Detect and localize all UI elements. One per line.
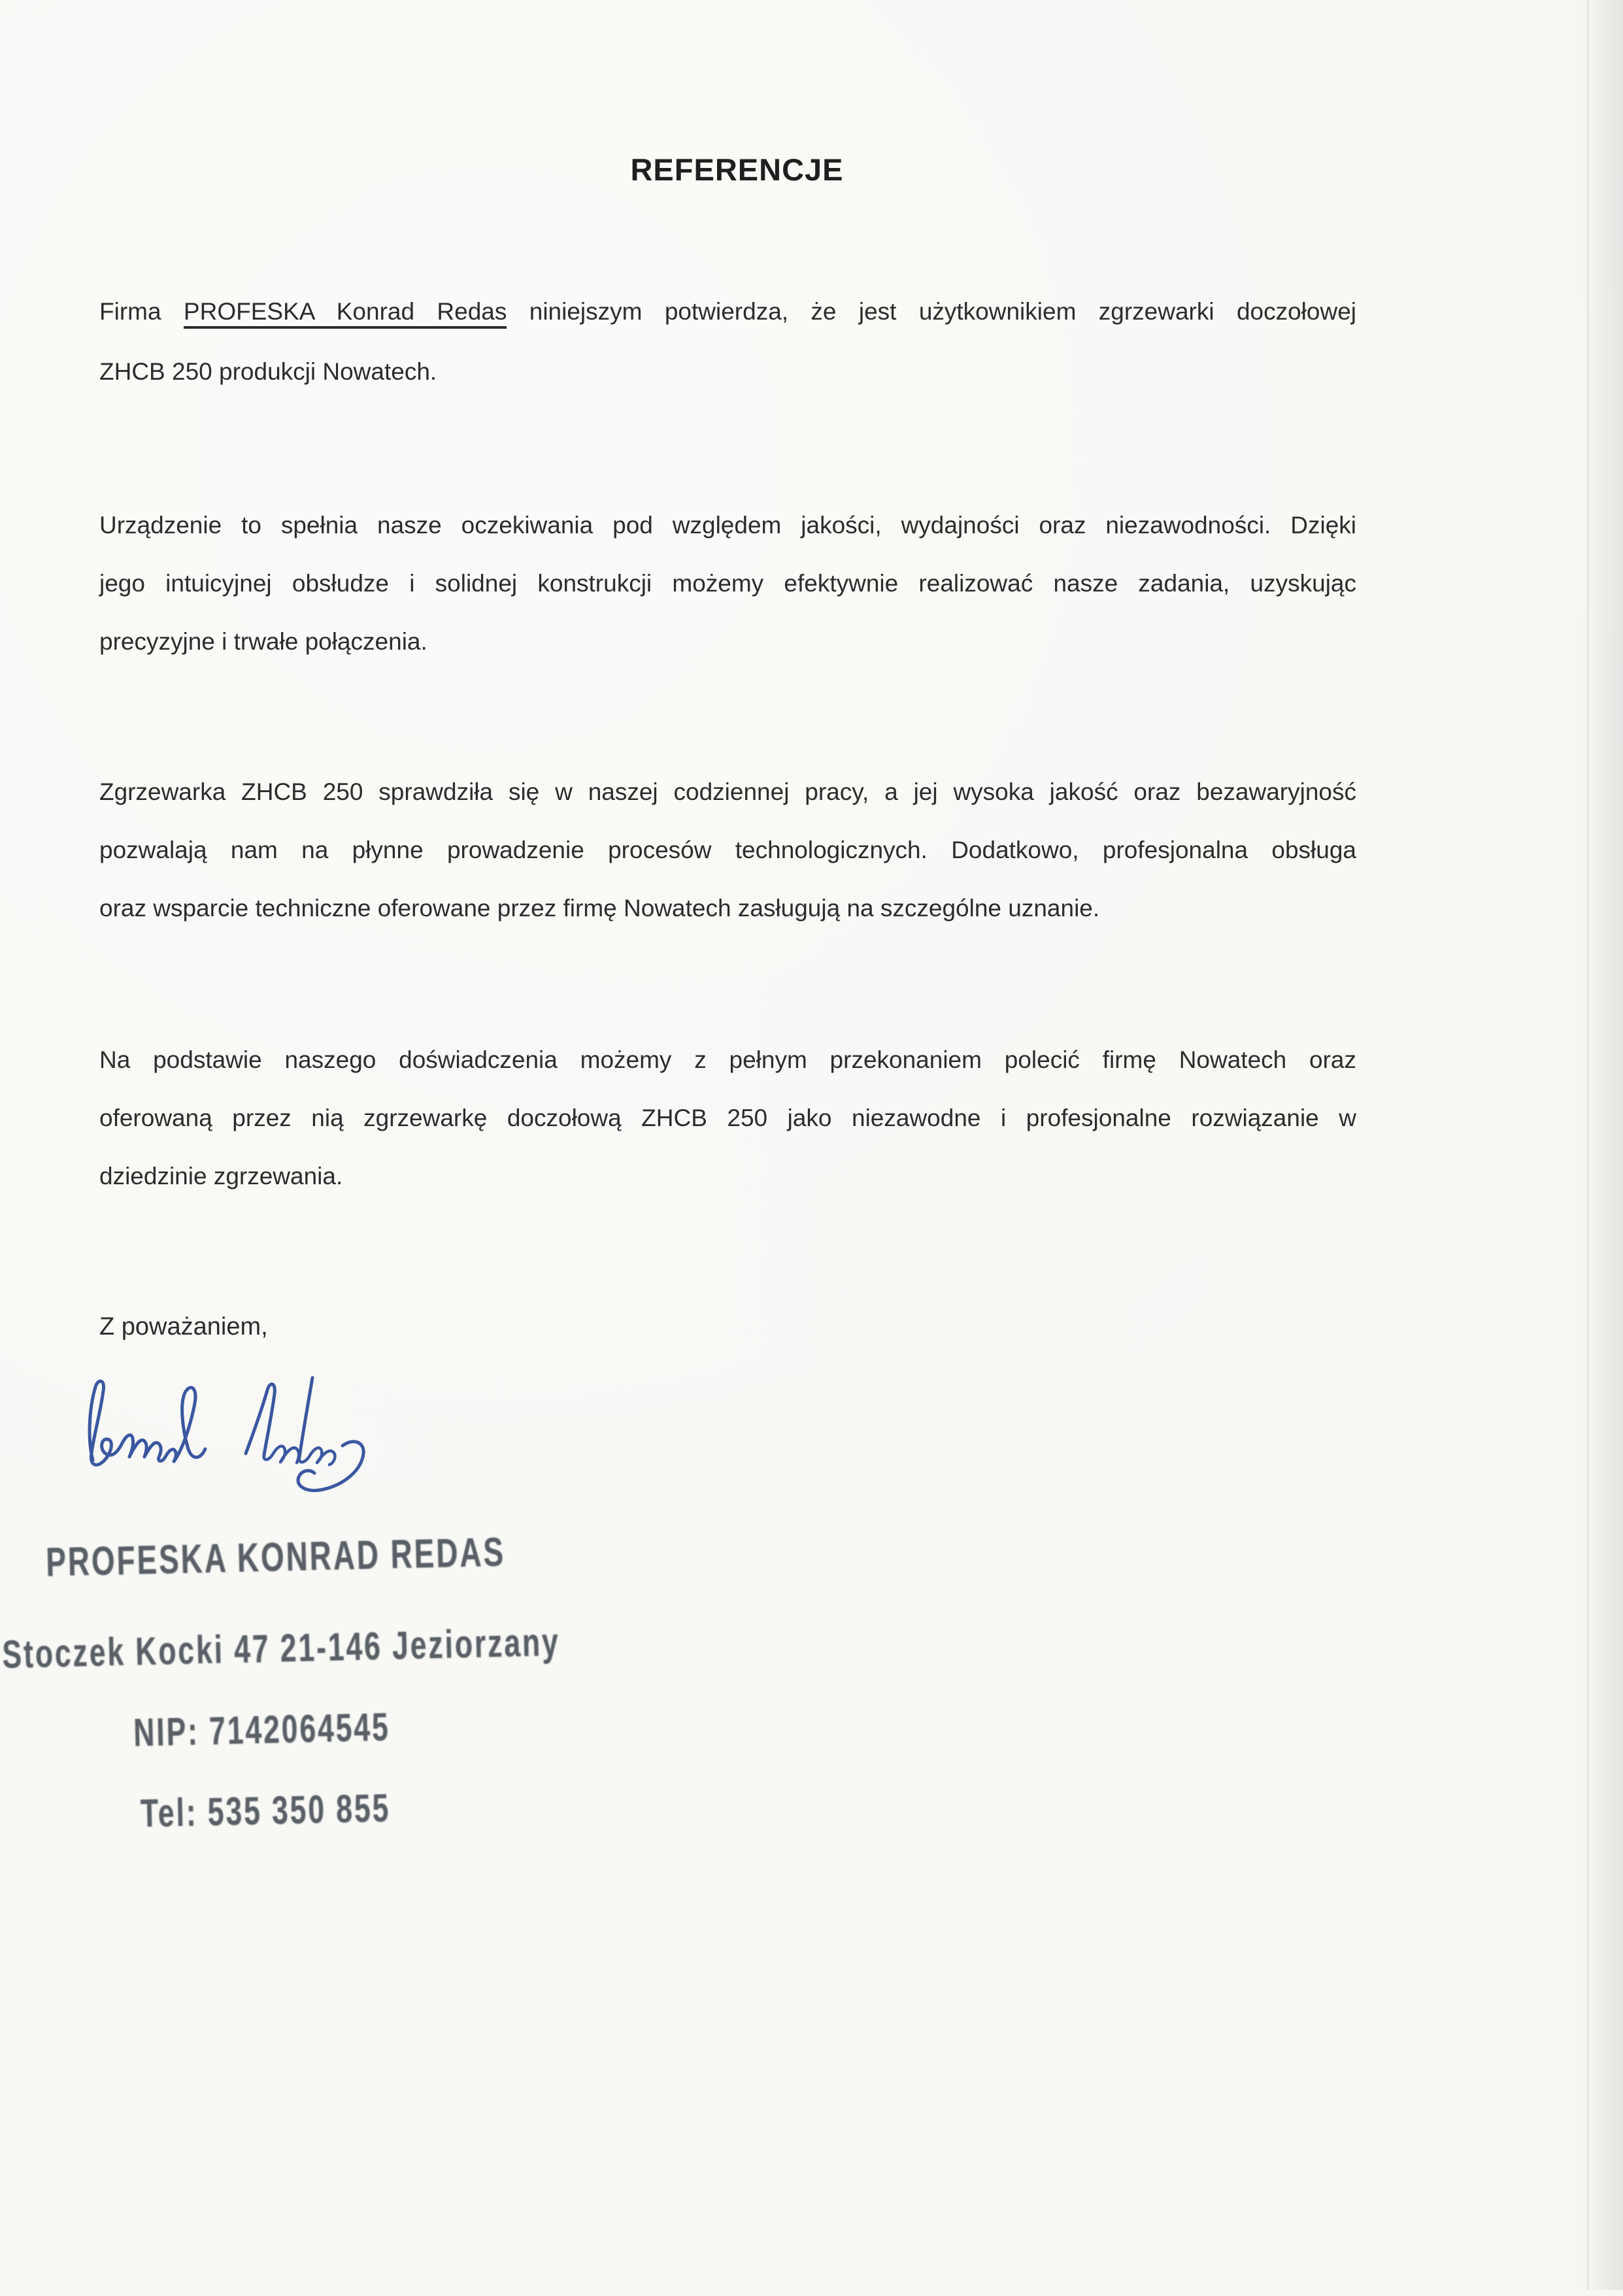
intro-prefix-text: Firma	[99, 298, 184, 325]
stamp-nip: NIP: 7142064545	[133, 1705, 391, 1755]
paragraph-recommendation-line-1: Na podstawie naszego doświadczenia możemy z pełnym przekonaniem polecić firmę Nowatech oraz	[99, 1046, 1356, 1073]
intro-suffix-text: niniejszym potwierdza, że jest użytkownikiem zgrzewarki doczołowej	[507, 298, 1357, 325]
paragraph-quality-line-3: precyzyjne i trwałe połączenia.	[99, 628, 427, 655]
closing-salutation: Z poważaniem,	[99, 1313, 268, 1340]
scan-edge-shadow	[1589, 0, 1623, 2290]
document-title: REFERENCJE	[630, 152, 844, 187]
paragraph-quality-line-1: Urządzenie to spełnia nasze oczekiwania pod względem jakości, wydajności oraz niezawodności. Dzięki	[99, 512, 1356, 539]
paragraph-recommendation-line-3: dziedzinie zgrzewania.	[99, 1163, 343, 1190]
underlined-company-name: PROFESKA Konrad Redas	[184, 298, 507, 329]
paragraph-reliability-line-2: pozwalają nam na płynne prowadzenie procesów technologicznych. Dodatkowo, profesjonalna obsługa	[99, 837, 1356, 863]
stamp-address: Stoczek Kocki 47 21-146 Jeziorzany	[1, 1620, 561, 1676]
stamp-phone: Tel: 535 350 855	[140, 1786, 391, 1836]
paragraph-quality-line-2: jego intuicyjnej obsłudze i solidnej konstrukcji możemy efektywnie realizować nasze zadania, uzyskując	[99, 570, 1356, 597]
stamp-company-name: PROFESKA KONRAD REDAS	[45, 1529, 506, 1586]
paragraph-intro-line-2: ZHCB 250 produkcji Nowatech.	[99, 358, 437, 385]
paragraph-reliability-line-3: oraz wsparcie techniczne oferowane przez firmę Nowatech zasługują na szczególne uznanie.	[99, 895, 1100, 922]
paragraph-reliability-line-1: Zgrzewarka ZHCB 250 sprawdziła się w naszej codziennej pracy, a jej wysoka jakość oraz bezawaryjność	[99, 778, 1356, 805]
paragraph-recommendation-line-2: oferowaną przez nią zgrzewarkę doczołową ZHCB 250 jako niezawodne i profesjonalne rozwiązanie w	[99, 1105, 1356, 1131]
